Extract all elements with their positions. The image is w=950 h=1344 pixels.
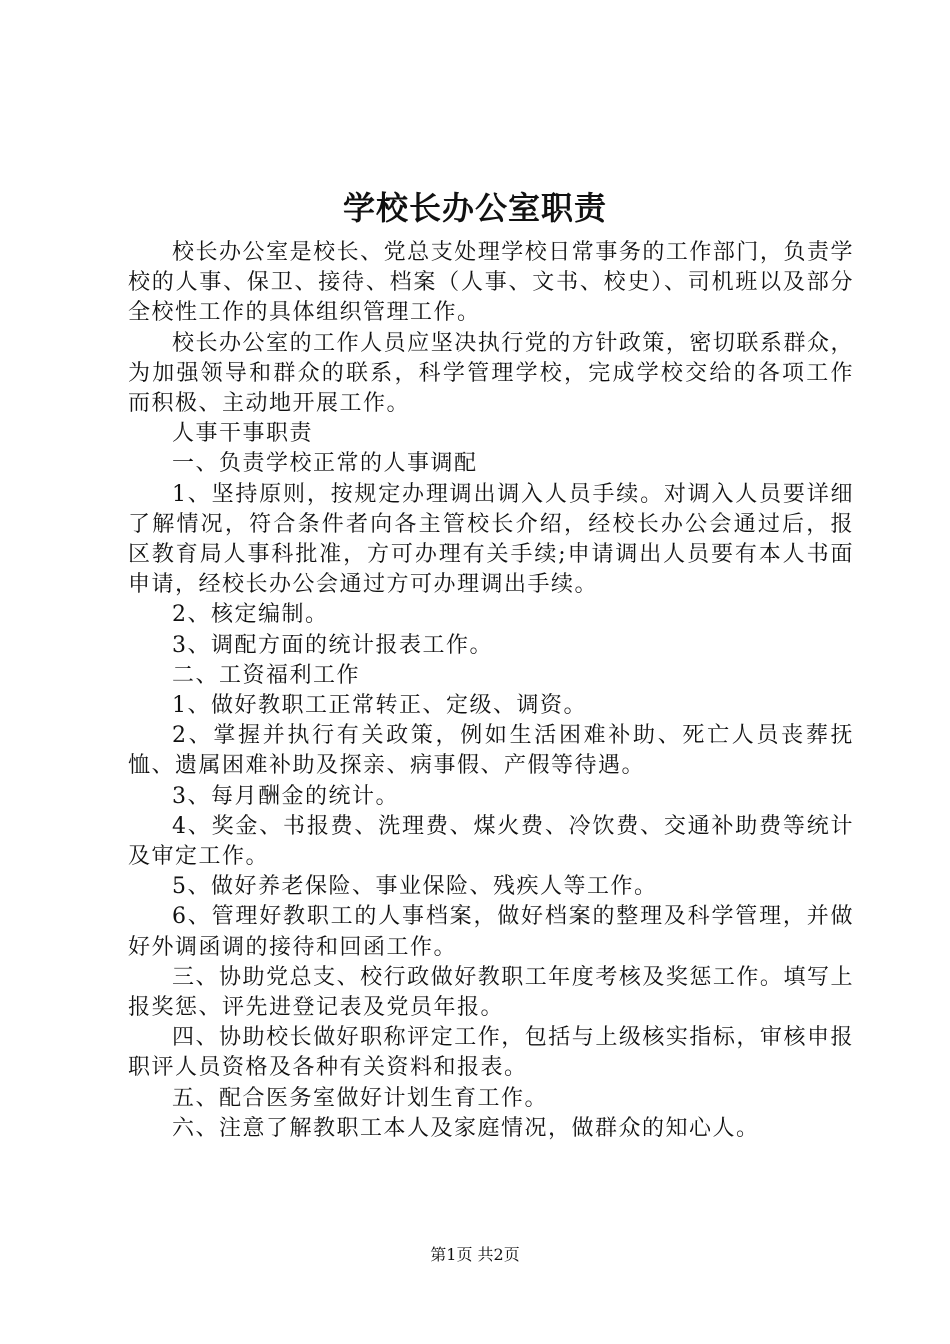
document-body bbox=[128, 238, 854, 1144]
section-heading: 人事干事职责 bbox=[172, 421, 314, 447]
list-item: 2、掌握并执行有关政策，例如生活困难补助、死亡人员丧葬抚恤、遗属困难补助及探亲、病事假、产假等待遇。 bbox=[128, 723, 854, 779]
document-title: 学校长办公室职责 bbox=[342, 189, 607, 227]
section-heading: 六、注意了解教职工本人及家庭情况，做群众的知心人。 bbox=[172, 1115, 760, 1141]
list-item: 5、做好养老保险、事业保险、残疾人等工作。 bbox=[172, 874, 658, 900]
list-item: 2、核定编制。 bbox=[172, 602, 329, 628]
section-heading: 一、负责学校正常的人事调配 bbox=[172, 451, 478, 477]
list-item: 4、奖金、书报费、洗理费、煤火费、冷饮费、交通补助费等统计及审定工作。 bbox=[128, 813, 854, 870]
paragraph: 校长办公室是校长、党总支处理学校日常事务的工作部门，负责学校的人事、保卫、接待、档案（人事、文书、校史）、司机班以及部分全校性工作的具体组织管理工作。 bbox=[128, 240, 854, 326]
paragraph: 校长办公室的工作人员应坚决执行党的方针政策，密切联系群众，为加强领导和群众的联系，科学管理学校，完成学校交给的各项工作而积极、主动地开展工作。 bbox=[128, 330, 854, 417]
list-item: 1、做好教职工正常转正、定级、调资。 bbox=[172, 693, 587, 719]
section-heading: 二、工资福利工作 bbox=[172, 662, 361, 688]
section-heading: 四、协助校长做好职称评定工作，包括与上级核实指标，审核申报职评人员资格及各种有关资料和报表。 bbox=[128, 1025, 854, 1081]
page-number-footer: 第1页 共2页 bbox=[430, 1245, 520, 1264]
list-item: 3、调配方面的统计报表工作。 bbox=[172, 632, 493, 658]
list-item: 1、坚持原则，按规定办理调出调入人员手续。对调入人员要详细了解情况，符合条件者向各主管校长介绍，经校长办公会通过后，报区教育局人事科批准，方可办理有关手续;申请调出人员要有本人书面申请，经校长办公会通过方可办理调出手续。 bbox=[128, 481, 854, 598]
section-heading: 三、协助党总支、校行政做好教职工年度考核及奖惩工作。填写上报奖惩、评先进登记表及党员年报。 bbox=[128, 964, 854, 1021]
list-item: 6、管理好教职工的人事档案，做好档案的整理及科学管理，并做好外调函调的接待和回函工作。 bbox=[128, 904, 854, 960]
list-item: 3、每月酬金的统计。 bbox=[172, 783, 399, 809]
section-heading: 五、配合医务室做好计划生育工作。 bbox=[172, 1085, 549, 1111]
